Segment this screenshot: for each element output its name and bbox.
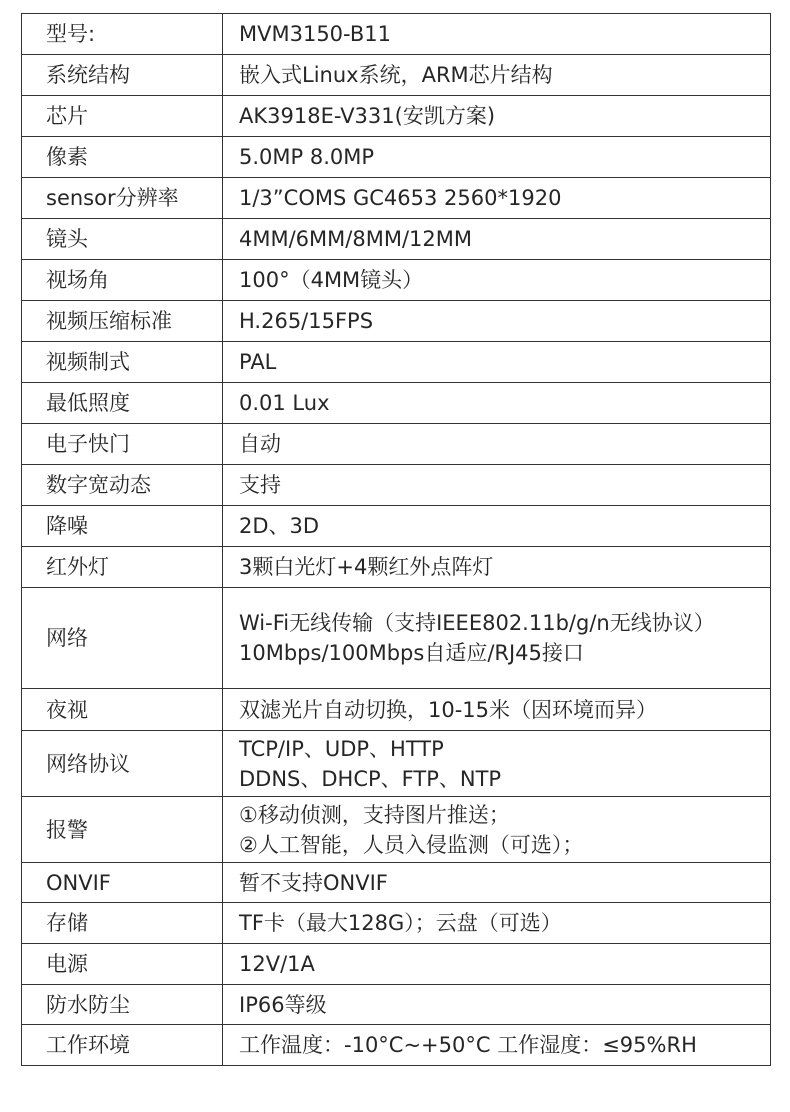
spec-value: Wi-Fi无线传输（支持IEEE802.11b/g/n无线协议） 10Mbps/100Mbps自适应/RJ45接口 <box>223 588 771 689</box>
spec-label: 存储 <box>22 903 223 944</box>
table-row <box>22 301 771 342</box>
spec-value: 2D、3D <box>223 506 771 547</box>
spec-label: 视频制式 <box>22 342 223 383</box>
table-row <box>22 219 771 260</box>
spec-value: 4MM/6MM/8MM/12MM <box>223 219 771 260</box>
spec-label: 像素 <box>22 137 223 178</box>
spec-value: ①移动侦测，支持图片推送； ②人工智能，人员入侵监测（可选）； <box>223 797 771 863</box>
spec-value: 1/3”COMS GC4653 2560*1920 <box>223 178 771 219</box>
spec-label: sensor分辨率 <box>22 178 223 219</box>
table-row <box>22 903 771 944</box>
spec-value: 3颗白光灯+4颗红外点阵灯 <box>223 547 771 588</box>
table-row <box>22 944 771 985</box>
spec-value: 自动 <box>223 424 771 465</box>
table-row <box>22 424 771 465</box>
table-row <box>22 731 771 797</box>
spec-value: 双滤光片自动切换，10-15米（因环境而异） <box>223 689 771 731</box>
spec-label: 工作环境 <box>22 1025 223 1066</box>
spec-value: 支持 <box>223 465 771 506</box>
spec-label: 网络 <box>22 588 223 689</box>
spec-label: 型号: <box>22 14 223 55</box>
spec-value: MVM3150-B11 <box>223 14 771 55</box>
spec-value: 100°（4MM镜头） <box>223 260 771 301</box>
spec-label: 夜视 <box>22 689 223 731</box>
table-row <box>22 1025 771 1066</box>
table-row <box>22 383 771 424</box>
spec-label: 视场角 <box>22 260 223 301</box>
table-row <box>22 797 771 863</box>
table-row <box>22 14 771 55</box>
spec-table <box>21 13 771 1066</box>
spec-label: 视频压缩标准 <box>22 301 223 342</box>
spec-label: 数字宽动态 <box>22 465 223 506</box>
spec-value: PAL <box>223 342 771 383</box>
table-row <box>22 260 771 301</box>
table-row <box>22 689 771 731</box>
spec-label: 系统结构 <box>22 55 223 96</box>
spec-label: 网络协议 <box>22 731 223 797</box>
spec-value: TF卡（最大128G）；云盘（可选） <box>223 903 771 944</box>
spec-value: 12V/1A <box>223 944 771 985</box>
spec-label: 红外灯 <box>22 547 223 588</box>
table-row <box>22 588 771 689</box>
spec-value: TCP/IP、UDP、HTTP DDNS、DHCP、FTP、NTP <box>223 731 771 797</box>
spec-label: 镜头 <box>22 219 223 260</box>
table-row <box>22 863 771 903</box>
spec-value: 0.01 Lux <box>223 383 771 424</box>
spec-label: 芯片 <box>22 96 223 137</box>
spec-value: 5.0MP 8.0MP <box>223 137 771 178</box>
table-row <box>22 985 771 1025</box>
spec-label: ONVIF <box>22 863 223 903</box>
spec-label: 降噪 <box>22 506 223 547</box>
table-row <box>22 96 771 137</box>
spec-label: 最低照度 <box>22 383 223 424</box>
spec-label: 报警 <box>22 797 223 863</box>
spec-value: 嵌入式Linux系统，ARM芯片结构 <box>223 55 771 96</box>
table-row <box>22 178 771 219</box>
spec-value: IP66等级 <box>223 985 771 1025</box>
spec-value: 工作温度：-10°C~+50°C 工作湿度：≤95%RH <box>223 1025 771 1066</box>
table-row <box>22 465 771 506</box>
spec-label: 防水防尘 <box>22 985 223 1025</box>
spec-label: 电子快门 <box>22 424 223 465</box>
table-row <box>22 55 771 96</box>
spec-label: 电源 <box>22 944 223 985</box>
spec-value: 暂不支持ONVIF <box>223 863 771 903</box>
spec-value: AK3918E-V331(安凯方案) <box>223 96 771 137</box>
table-row <box>22 137 771 178</box>
table-row <box>22 506 771 547</box>
table-row <box>22 342 771 383</box>
spec-value: H.265/15FPS <box>223 301 771 342</box>
table-row <box>22 547 771 588</box>
